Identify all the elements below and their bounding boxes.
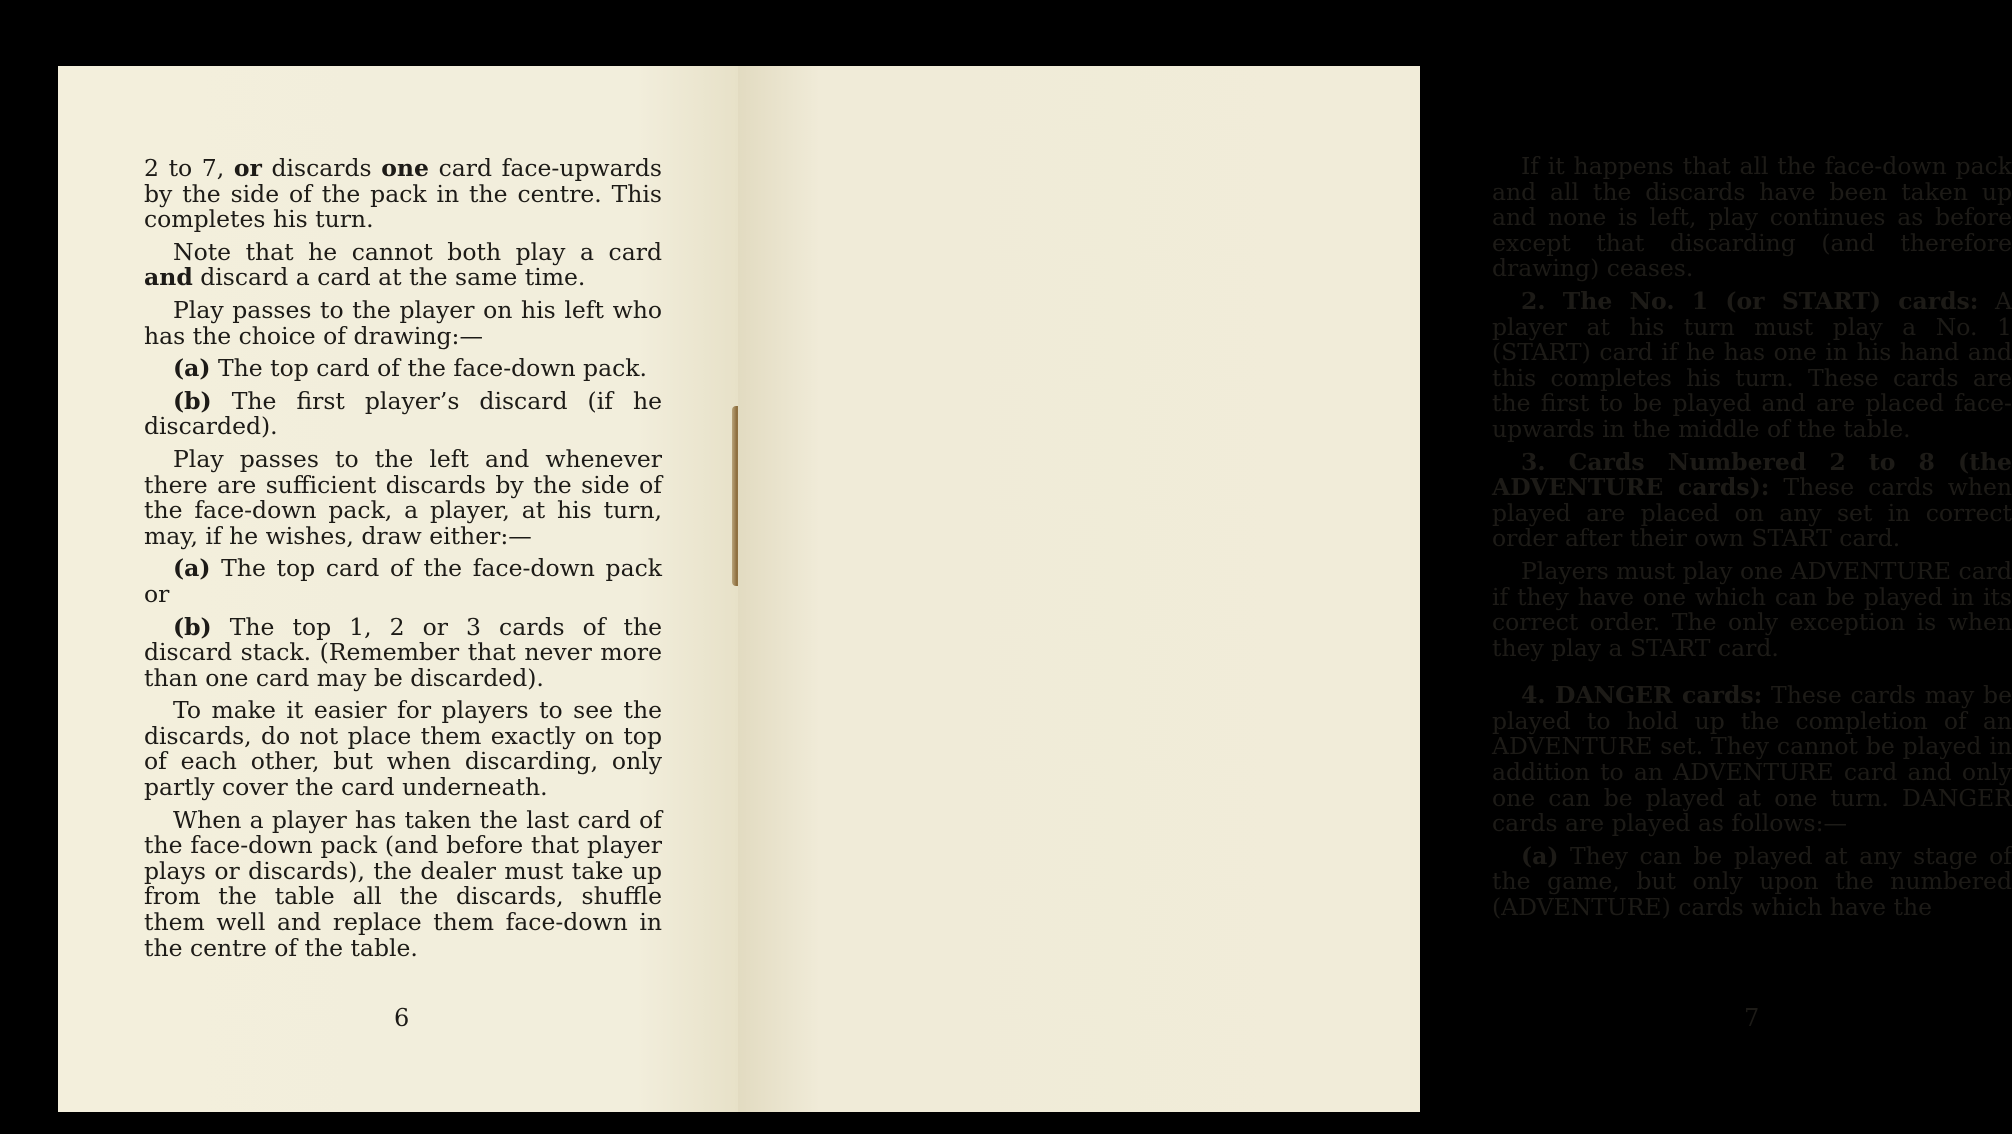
list-item (144, 612, 662, 692)
section-heading: 3. Cards Numbered 2 to 8 (the ADVENTURE cards): (1492, 447, 2012, 502)
text: The top card of the face-down pack. (210, 354, 647, 383)
text: The top card of the face-down pack or (144, 554, 662, 608)
section (1492, 447, 2012, 553)
item-label: (a) (1521, 841, 1559, 870)
text: Play passes to the player on his left who has the choice of drawing:— (144, 295, 662, 350)
section (1492, 286, 2012, 443)
item-label: (a) (173, 354, 211, 383)
list-item (144, 356, 662, 382)
left-page-text (144, 156, 662, 968)
text: To make it easier for players to see the discards, do not place them exactly on top of each other, but when discarding, only partly cover the card underneath. (144, 696, 662, 802)
left-page (58, 66, 738, 1112)
text: The top 1, 2 or 3 cards of the discard stack. (Remember that never more than one card may be discarded). (144, 612, 662, 692)
text: A player at his turn must play a No. 1 (START) card if he has one in his hand and this completes his turn. These cards are the first to be played and are placed face-upwards in the middle of the table. (1492, 286, 2012, 443)
emphasis: or (233, 154, 262, 182)
paragraph (144, 156, 662, 233)
paragraph (1492, 556, 2012, 662)
text: If it happens that all the face-down pack and all the discards have been taken up and none is left, play continues as before except that discarding (and therefore drawing) ceases. (1492, 152, 2012, 283)
paragraph (1492, 154, 2012, 282)
text: card face-upwards by the side of the pack in the centre. This completes his turn. (144, 154, 662, 234)
text: Players must play one ADVENTURE card if they have one which can be played in its correct order. The only exception is when they play a START card. (1492, 556, 2012, 662)
text: These cards may be played to hold up the completion of an ADVENTURE set. They cannot be played in addition to an ADVENTURE card and only one can be played at one turn. DANGER cards are played as follows:— (1492, 681, 2012, 838)
text: When a player has taken the last card of the face-down pack (and before that player plays or discards), the dealer must take up from the table all the discards, shuffle them well and replace them face-down in the centre of the table. (144, 805, 662, 962)
text: discard a card at the same time. (192, 263, 586, 292)
section-heading: 2. The No. 1 (or START) cards: (1521, 286, 1979, 315)
emphasis: one (381, 154, 429, 182)
text: The first player’s discard (if he discarded). (144, 386, 662, 441)
page-number: 6 (394, 1004, 410, 1032)
text: Play passes to the left and whenever there are sufficient discards by the side of the face-down pack, a player, at his turn, may, if he wishes, draw either:— (144, 444, 662, 550)
section-heading: 4. DANGER cards: (1521, 681, 1763, 710)
text: 2 to 7, (144, 154, 234, 182)
text: These cards when played are placed on any set in correct order after their own START card. (1492, 473, 2012, 553)
right-page (738, 66, 2012, 1112)
text: They can be played at any stage of the game, but only upon the numbered (ADVENTURE) cards which have the (1492, 841, 2012, 922)
item-label: (a) (173, 554, 211, 583)
open-booklet (58, 66, 2012, 1112)
paragraph (144, 698, 662, 800)
emphasis: and (144, 263, 193, 292)
list-item (144, 386, 662, 441)
item-label: (b) (173, 612, 212, 641)
page-number: 7 (1744, 1004, 1760, 1032)
paragraph (144, 805, 662, 962)
list-item (1492, 841, 2012, 922)
right-page-text (1492, 154, 2012, 928)
section (1492, 683, 2012, 837)
item-label: (b) (173, 386, 212, 415)
paragraph (144, 295, 662, 350)
list-item (144, 556, 662, 607)
paragraph (144, 444, 662, 550)
paragraph (144, 237, 662, 292)
text: discards (261, 154, 382, 182)
text: Note that he cannot both play a card (173, 237, 662, 266)
